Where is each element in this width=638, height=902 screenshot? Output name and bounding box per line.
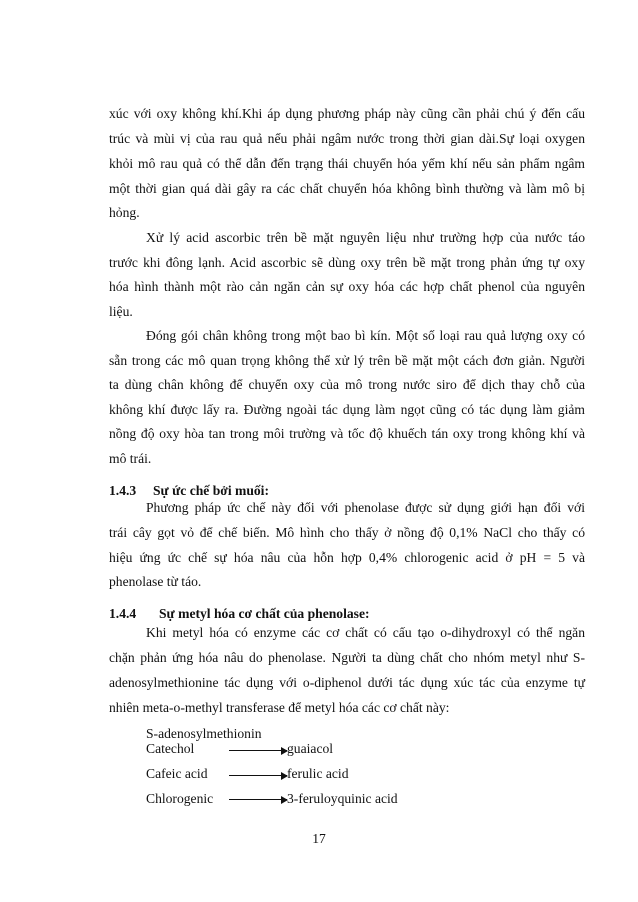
reaction-substrate: Catechol <box>146 741 195 756</box>
paragraph-line: chặn phản ứng hóa nâu do phenolase. Người ta dùng chất cho nhóm metyl như S- <box>109 650 585 665</box>
paragraph-line: sẵn trong các mô quan trọng không thể xử lý trên bề mặt một cách đơn giản. Người <box>109 353 585 368</box>
paragraph-line: Xử lý acid ascorbic trên bề mặt nguyên liệu như trường hợp của nước táo <box>146 230 585 245</box>
section-number: 1.4.4 <box>109 606 137 621</box>
section-title: Sự metyl hóa cơ chất của phenolase: <box>159 606 370 621</box>
paragraph-line: khỏi mô rau quả có thể dẫn đến trạng thái chuyển hóa yếm khí nếu sản phẩm ngâm <box>109 156 585 171</box>
paragraph-line: nhiên meta-o-methyl transferase để metyl hóa các cơ chất này: <box>109 700 450 715</box>
paragraph-line: xúc với oxy không khí.Khi áp dụng phương pháp này cũng cần phải chú ý đến cấu <box>109 106 585 121</box>
section-heading <box>109 606 370 622</box>
paragraph-line: không khí được lấy ra. Đường ngoài tác dụng làm ngọt cũng có tác dụng làm giảm <box>109 402 585 417</box>
paragraph-line: một thời gian quá dài gây ra các chất chuyển hóa không bình thường và làm mô bị <box>109 181 585 196</box>
paragraph-line: mô trái. <box>109 451 152 466</box>
paragraph-line: ta dùng chân không để chuyển oxy của mô trong nước siro để dịch thay chỗ của <box>109 377 585 392</box>
paragraph-line: hóa hình thành một rào cản ngăn cản sự oxy hóa các hợp chất phenol của nguyên <box>109 279 585 294</box>
reaction-substrate: Cafeic acid <box>146 766 208 781</box>
paragraph-line: liệu. <box>109 304 133 319</box>
reaction-arrow-icon <box>229 750 287 751</box>
reaction-arrow-icon <box>229 775 287 776</box>
reaction-reagent: S-adenosylmethionin <box>146 726 262 741</box>
reaction-product: guaiacol <box>287 741 334 756</box>
paragraph-line: trái cây gọt vỏ để chế biến. Mô hình cho thấy ở nồng độ 0,1% NaCl cho thấy có <box>109 525 585 540</box>
reaction-product: ferulic acid <box>287 766 349 781</box>
paragraph-line: trúc và mùi vị của rau quả nếu phải ngâm nước trong thời gian dài.Sự loại oxygen <box>109 131 585 146</box>
reaction-product: 3-feruloyquinic acid <box>287 791 398 806</box>
section-heading <box>109 483 269 499</box>
paragraph-line: phenolase từ táo. <box>109 574 202 589</box>
page-number: 17 <box>312 831 326 846</box>
reaction-arrow-icon <box>229 799 287 800</box>
paragraph-line: adenosylmethionine tác dụng với o-diphenol dưới tác dụng xúc tác của enzyme tự <box>109 675 585 690</box>
paragraph-line: trước khi đông lạnh. Acid ascorbic sẽ dùng oxy trên bề mặt trong phản ứng tự oxy <box>109 255 585 270</box>
paragraph-line: hỏng. <box>109 205 140 220</box>
paragraph-line: Đóng gói chân không trong một bao bì kín. Một số loại rau quả lượng oxy có <box>146 328 585 343</box>
paragraph-line: hiệu ứng ức chế sự hóa nâu của hỗn hợp 0,4% chlorogenic acid ở pH = 5 và <box>109 550 585 565</box>
section-number: 1.4.3 <box>109 483 137 498</box>
paragraph-line: Phương pháp ức chế này đối với phenolase được sử dụng giới hạn đối với <box>146 500 585 515</box>
paragraph-line: nồng độ oxy hòa tan trong môi trường và tốc độ khuếch tán oxy trong không khí và <box>109 426 585 441</box>
paragraph-line: Khi metyl hóa có enzyme các cơ chất có cấu tạo o-dihydroxyl có thể ngăn <box>146 625 585 640</box>
section-title: Sự ức chế bởi muối: <box>153 483 269 498</box>
reaction-substrate: Chlorogenic <box>146 791 214 806</box>
